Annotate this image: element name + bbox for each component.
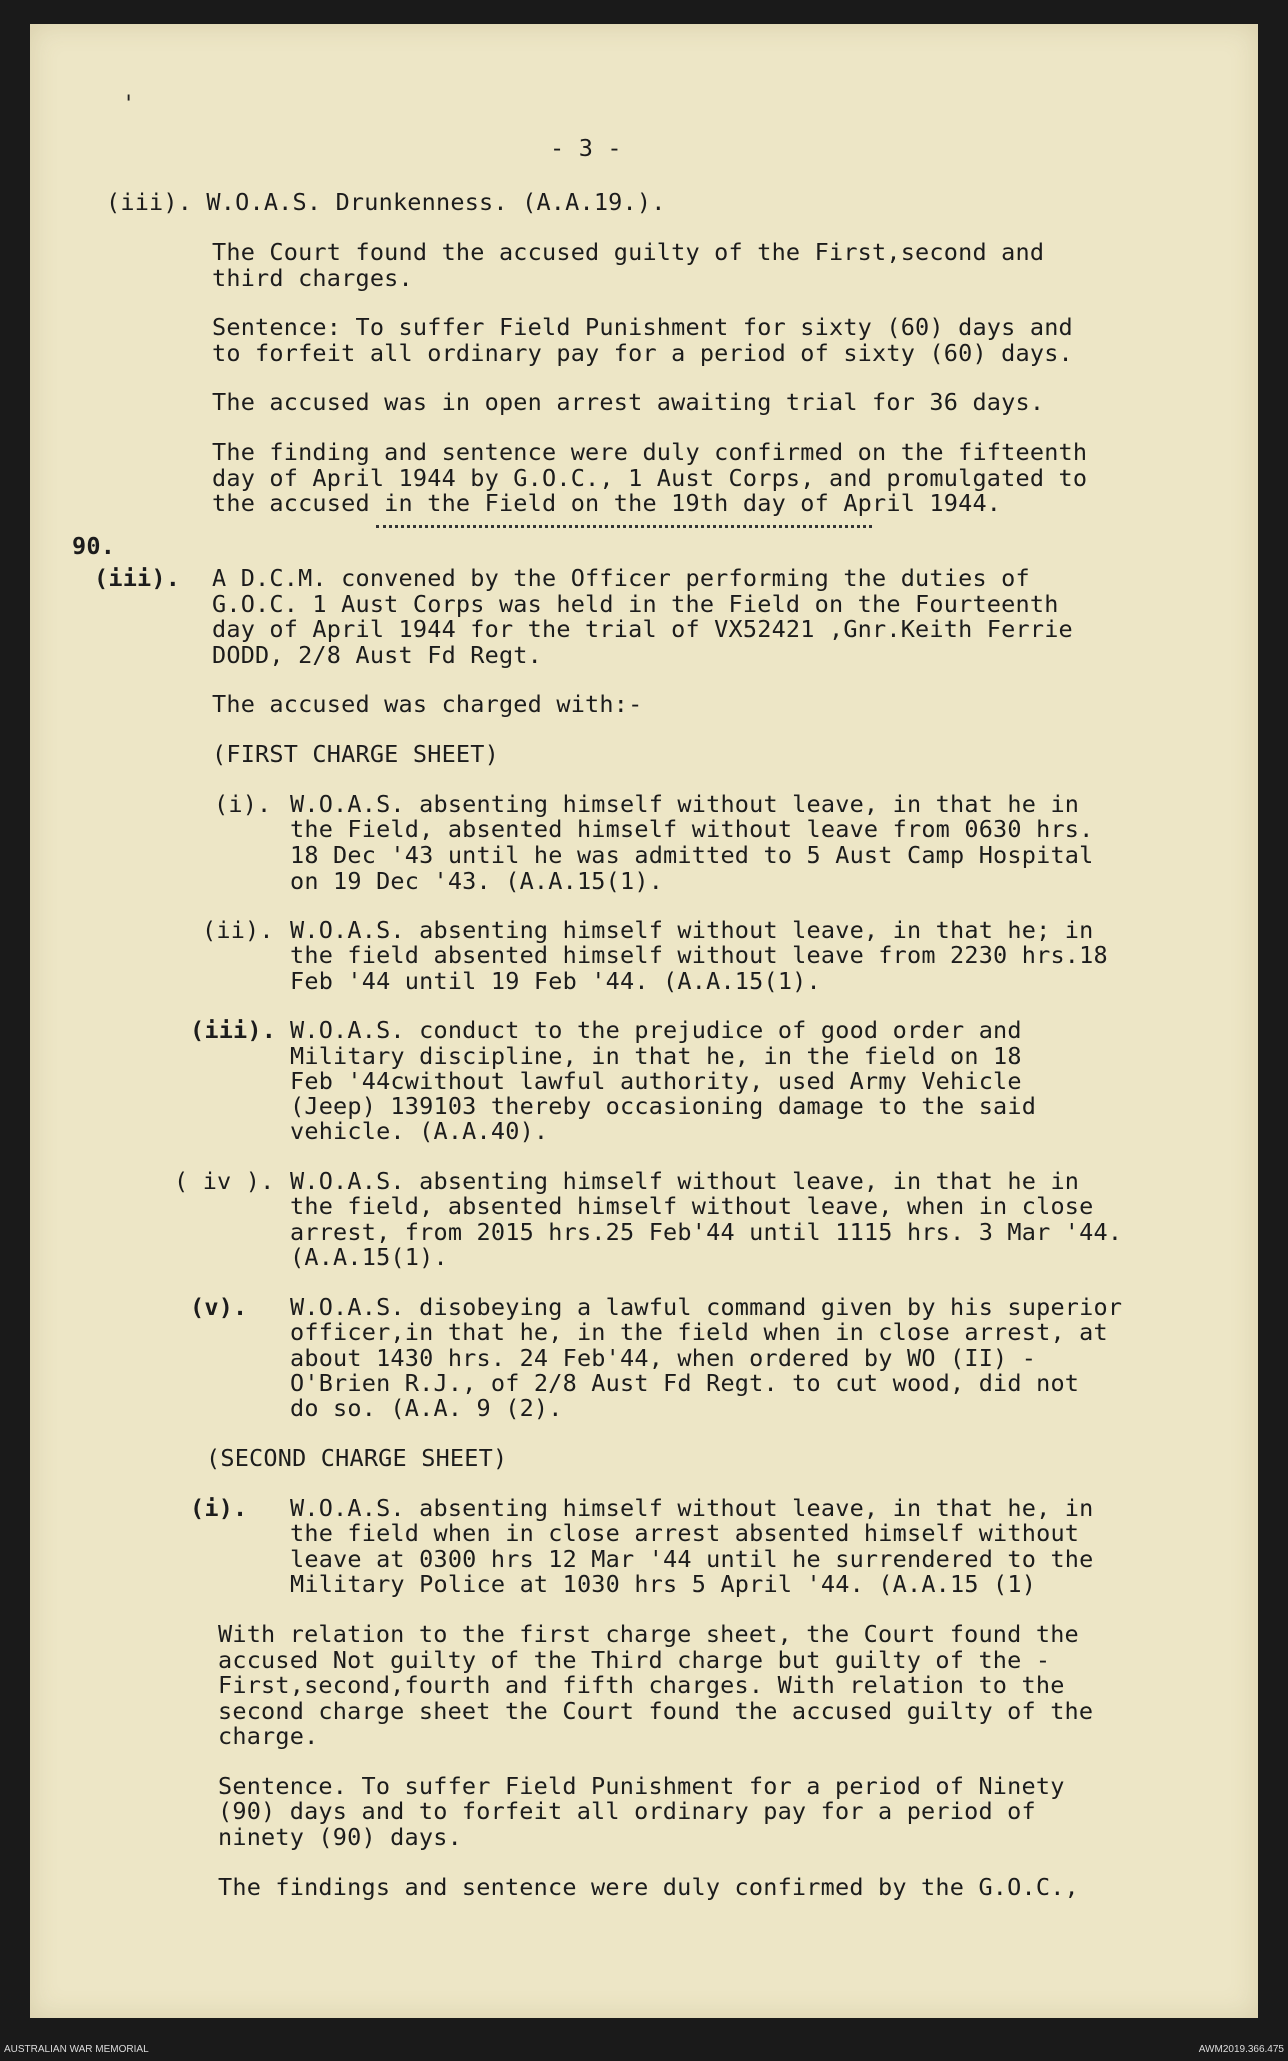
text-line: vehicle. (A.A.40).: [290, 1117, 549, 1145]
charge-label: ( iv ).: [174, 1167, 275, 1195]
corner-mark: ': [122, 92, 136, 117]
section-divider: [376, 525, 872, 528]
footer-left: AUSTRALIAN WAR MEMORIAL: [4, 2044, 149, 2055]
text-line: third charges.: [212, 264, 413, 292]
text-line: A D.C.M. convened by the Officer performing the duties of: [212, 564, 1030, 592]
text-line: accused Not guilty of the Third charge but guilty of the -: [218, 1646, 1051, 1674]
text-line: the field, absented himself without leave, when in close: [290, 1192, 1094, 1220]
text-line: about 1430 hrs. 24 Feb'44, when ordered by WO (II) -: [290, 1344, 1037, 1372]
text-line: W.O.A.S. disobeying a lawful command given by his superior: [290, 1293, 1123, 1321]
text-line: The Court found the accused guilty of the First,second and: [212, 238, 1045, 266]
footer-right: AWM2019.366.475: [1198, 2044, 1284, 2055]
text-line: ninety (90) days.: [218, 1823, 462, 1851]
text-line: DODD, 2/8 Aust Fd Regt.: [212, 641, 543, 669]
text-line: 18 Dec '43 until he was admitted to 5 Aust Camp Hospital: [290, 841, 1094, 869]
text-line: G.O.C. 1 Aust Corps was held in the Field on the Fourteenth: [212, 590, 1059, 618]
text-line: the Field, absented himself without leave from 0630 hrs.: [290, 815, 1094, 843]
text-line: With relation to the first charge sheet, the Court found the: [218, 1620, 1079, 1648]
text-line: second charge sheet the Court found the accused guilty of the: [218, 1697, 1094, 1725]
charge-sheet-heading: (FIRST CHARGE SHEET): [212, 740, 499, 768]
text-line: day of April 1944 for the trial of VX52421 ,Gnr.Keith Ferrie: [212, 615, 1073, 643]
text-line: do so. (A.A. 9 (2).: [290, 1394, 563, 1422]
text-line: Sentence. To suffer Field Punishment for a period of Ninety: [218, 1772, 1065, 1800]
charge-label: (i).: [214, 790, 272, 818]
text-line: Sentence: To suffer Field Punishment for sixty (60) days and: [212, 313, 1073, 341]
text-line: W.O.A.S. absenting himself without leave, in that he; in: [290, 916, 1094, 944]
text-line: officer,in that he, in the field when in close arrest, at: [290, 1318, 1108, 1346]
text-line: (Jeep) 139103 thereby occasioning damage to the said: [290, 1092, 1037, 1120]
text-line: W.O.A.S. absenting himself without leave, in that he in: [290, 790, 1080, 818]
charge-label: (v).: [190, 1293, 248, 1321]
text-line: (A.A.15(1).: [290, 1243, 448, 1271]
text-line: Feb '44cwithout lawful authority, used Army Vehicle: [290, 1067, 1022, 1095]
text-line: O'Brien R.J., of 2/8 Aust Fd Regt. to cut wood, did not: [290, 1369, 1080, 1397]
text-line: Military discipline, in that he, in the field on 18: [290, 1042, 1022, 1070]
text-line: day of April 1944 by G.O.C., 1 Aust Corps, and promulgated to: [212, 464, 1088, 492]
text-line: the field when in close arrest absented himself without: [290, 1519, 1080, 1547]
charge-label: (iii).: [190, 1016, 277, 1044]
text-line: W.O.A.S. absenting himself without leave, in that he in: [290, 1167, 1080, 1195]
text-line: the accused in the Field on the 19th day of April 1944.: [212, 489, 1002, 517]
text-line: (90) days and to forfeit all ordinary pay for a period of: [218, 1797, 1036, 1825]
text-line: W.O.A.S. conduct to the prejudice of good order and: [290, 1016, 1022, 1044]
text-line: arrest, from 2015 hrs.25 Feb'44 until 1115 hrs. 3 Mar '44.: [290, 1218, 1123, 1246]
charge-label: (ii).: [202, 916, 274, 944]
text-line: First,second,fourth and fifth charges. With relation to the: [218, 1671, 1065, 1699]
text-line: on 19 Dec '43. (A.A.15(1).: [290, 867, 664, 895]
text-line: Feb '44 until 19 Feb '44. (A.A.15(1).: [290, 967, 821, 995]
section-label: (iii).: [94, 564, 181, 592]
text-line: The accused was charged with:-: [212, 690, 643, 718]
charge-label: (i).: [190, 1494, 248, 1522]
text-line: to forfeit all ordinary pay for a period of sixty (60) days.: [212, 339, 1073, 367]
section-number: 90.: [72, 532, 116, 560]
text-line: The finding and sentence were duly confirmed on the fifteenth: [212, 438, 1088, 466]
text-line: Military Police at 1030 hrs 5 April '44. (A.A.15 (1): [290, 1570, 1037, 1598]
text-line: the field absented himself without leave from 2230 hrs.18: [290, 941, 1108, 969]
text-line: (iii). W.O.A.S. Drunkenness. (A.A.19.).: [106, 188, 666, 216]
charge-sheet-heading: (SECOND CHARGE SHEET): [206, 1444, 508, 1472]
page-number: - 3 -: [550, 134, 622, 162]
text-line: W.O.A.S. absenting himself without leave, in that he, in: [290, 1494, 1094, 1522]
text-line: The accused was in open arrest awaiting trial for 36 days.: [212, 388, 1045, 416]
text-line: The findings and sentence were duly confirmed by the G.O.C.,: [218, 1873, 1079, 1901]
text-line: charge.: [218, 1722, 319, 1750]
text-line: leave at 0300 hrs 12 Mar '44 until he surrendered to the: [290, 1545, 1094, 1573]
